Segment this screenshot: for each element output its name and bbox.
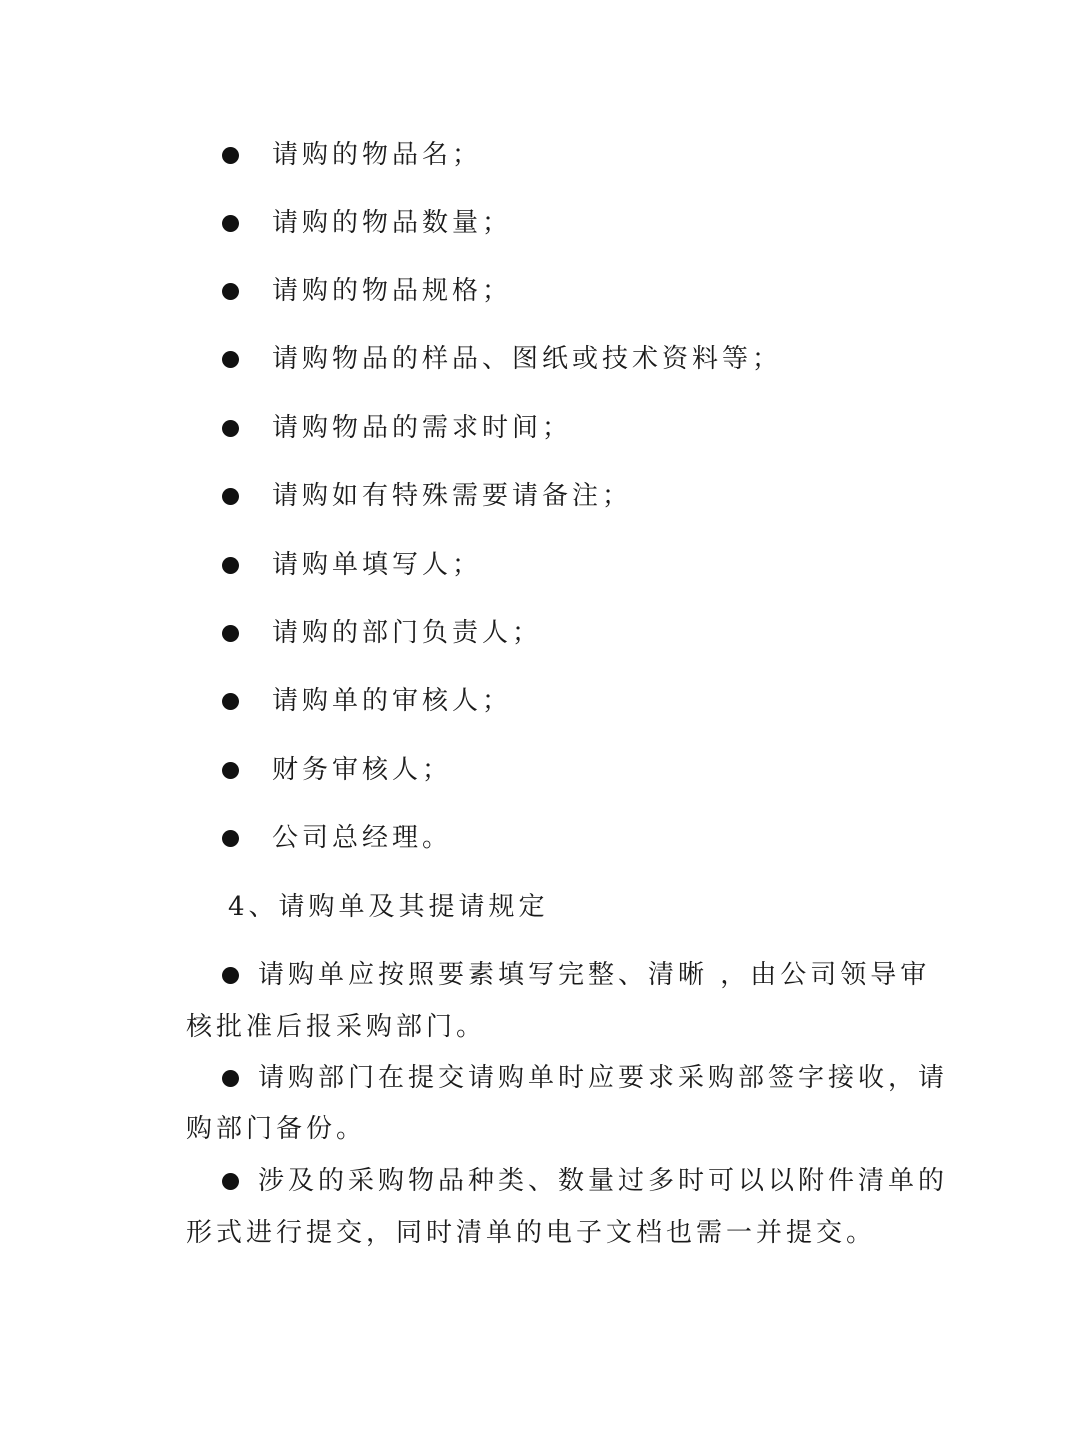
bullet-icon (222, 762, 239, 779)
list-item-text: 公司总经理。 (272, 823, 453, 853)
paragraph-line: 核批准后报采购部门。 (186, 1012, 487, 1042)
list-item-text: 请购如有特殊需要请备注； (272, 481, 633, 511)
list-item (0, 203, 1080, 243)
list-item-text: 请购的物品名； (272, 140, 483, 170)
list-item (0, 818, 1080, 858)
bullet-icon (222, 351, 239, 368)
list-item-text: 请购的物品数量； (272, 208, 513, 238)
list-item-text: 请购的物品规格； (272, 276, 513, 306)
bullet-icon (222, 147, 239, 164)
paragraph-line: 形式进行提交，同时清单的电子文档也需一并提交。 (186, 1218, 877, 1248)
bullet-icon (222, 693, 239, 710)
paragraph-line: 请购部门在提交请购单时应要求采购部签字接收，请 (258, 1063, 949, 1093)
bullet-icon (222, 625, 239, 642)
bullet-icon (222, 1070, 239, 1087)
list-item-text: 请购单的审核人； (272, 686, 513, 716)
paragraph-line: 请购单应按照要素填写完整、清晰 ，由公司领导审 (258, 960, 931, 990)
paragraph-line: 涉及的采购物品种类、数量过多时可以以附件清单的 (258, 1166, 949, 1196)
bullet-icon (222, 215, 239, 232)
list-item-text: 请购单填写人； (272, 550, 483, 580)
list-item (0, 135, 1080, 175)
list-item (0, 476, 1080, 516)
bullet-icon (222, 967, 239, 984)
list-item-text: 请购物品的样品、图纸或技术资料等； (272, 344, 783, 374)
list-item (0, 613, 1080, 653)
bullet-icon (222, 830, 239, 847)
paragraph-line: 购部门备份。 (186, 1114, 367, 1144)
bullet-icon (222, 557, 239, 574)
list-item-text: 请购的部门负责人； (272, 618, 543, 648)
list-item (0, 408, 1080, 448)
list-item (0, 681, 1080, 721)
bullet-icon (222, 283, 239, 300)
list-item-text: 财务审核人； (272, 755, 453, 785)
list-item (0, 271, 1080, 311)
list-item (0, 545, 1080, 585)
bullet-icon (222, 420, 239, 437)
bullet-icon (222, 1173, 239, 1190)
list-item (0, 750, 1080, 790)
list-item (0, 339, 1080, 379)
list-item-text: 请购物品的需求时间； (272, 413, 573, 443)
bullet-icon (222, 488, 239, 505)
section-heading: 4、请购单及其提请规定 (228, 892, 549, 922)
